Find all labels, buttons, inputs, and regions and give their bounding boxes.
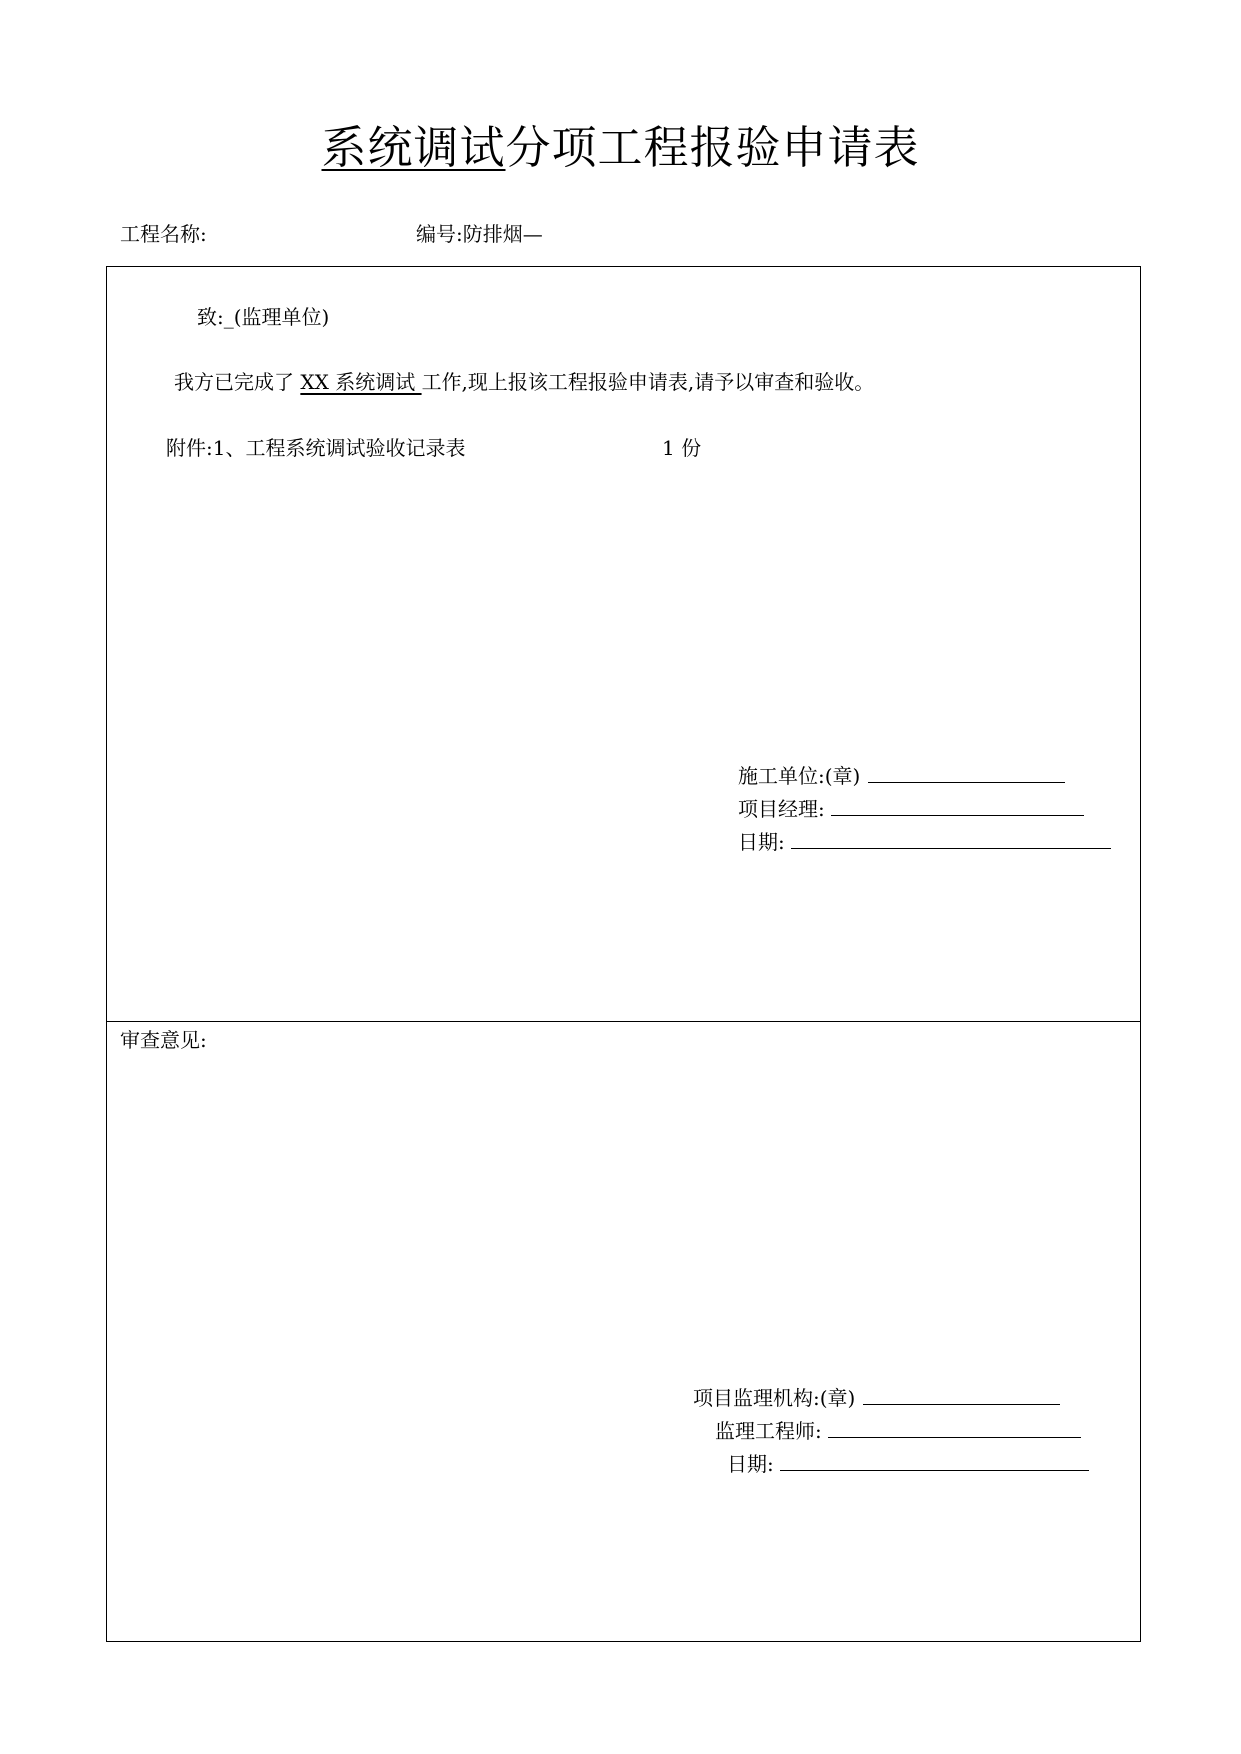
- review-opinion-label: 审查意见:: [120, 1028, 207, 1052]
- review-section: [106, 1021, 1141, 1642]
- supervisor-org-label: 项目监理机构:(章): [693, 1386, 856, 1410]
- manager-label: 项目经理:: [738, 797, 825, 821]
- attachment-label: 附件:1、工程系统调试验收记录表: [166, 436, 466, 460]
- supervisor-engineer-label: 监理工程师:: [715, 1419, 822, 1443]
- review-date-row: [727, 1450, 1089, 1478]
- to-prefix: 致:: [197, 305, 224, 329]
- supervisor-engineer-signature-line: [828, 1419, 1081, 1438]
- application-date-line: [791, 830, 1111, 849]
- application-date-row: [738, 828, 1111, 856]
- title-underlined-part: 系统调试: [321, 121, 506, 174]
- manager-signature-row: [738, 795, 1084, 823]
- review-date-label: 日期:: [727, 1452, 774, 1476]
- application-date-label: 日期:: [738, 830, 785, 854]
- statement-prefix: 我方已完成了: [174, 370, 301, 394]
- statement-underlined: XX 系统调试: [300, 370, 422, 394]
- application-statement: [174, 368, 874, 396]
- title-rest: 分项工程报验申请表: [505, 121, 920, 174]
- supervisor-org-row: [693, 1384, 1060, 1412]
- supervisor-engineer-row: [715, 1417, 1081, 1445]
- contractor-signature-line: [868, 764, 1065, 783]
- to-blank: _: [223, 305, 234, 329]
- contractor-label: 施工单位:(章): [738, 764, 861, 788]
- manager-signature-line: [831, 797, 1084, 816]
- statement-suffix: 工作,现上报该工程报验申请表,请予以审查和验收。: [421, 370, 875, 394]
- to-unit: (监理单位): [233, 305, 330, 329]
- addressee-line: [197, 303, 329, 331]
- contractor-signature-row: [738, 762, 1065, 790]
- number-label: 编号:防排烟—: [416, 222, 543, 246]
- review-date-line: [780, 1452, 1089, 1471]
- page-title: [0, 118, 1241, 178]
- supervisor-org-signature-line: [863, 1386, 1060, 1405]
- attachment-count: 1 份: [662, 436, 702, 460]
- project-name-label: 工程名称:: [120, 222, 207, 246]
